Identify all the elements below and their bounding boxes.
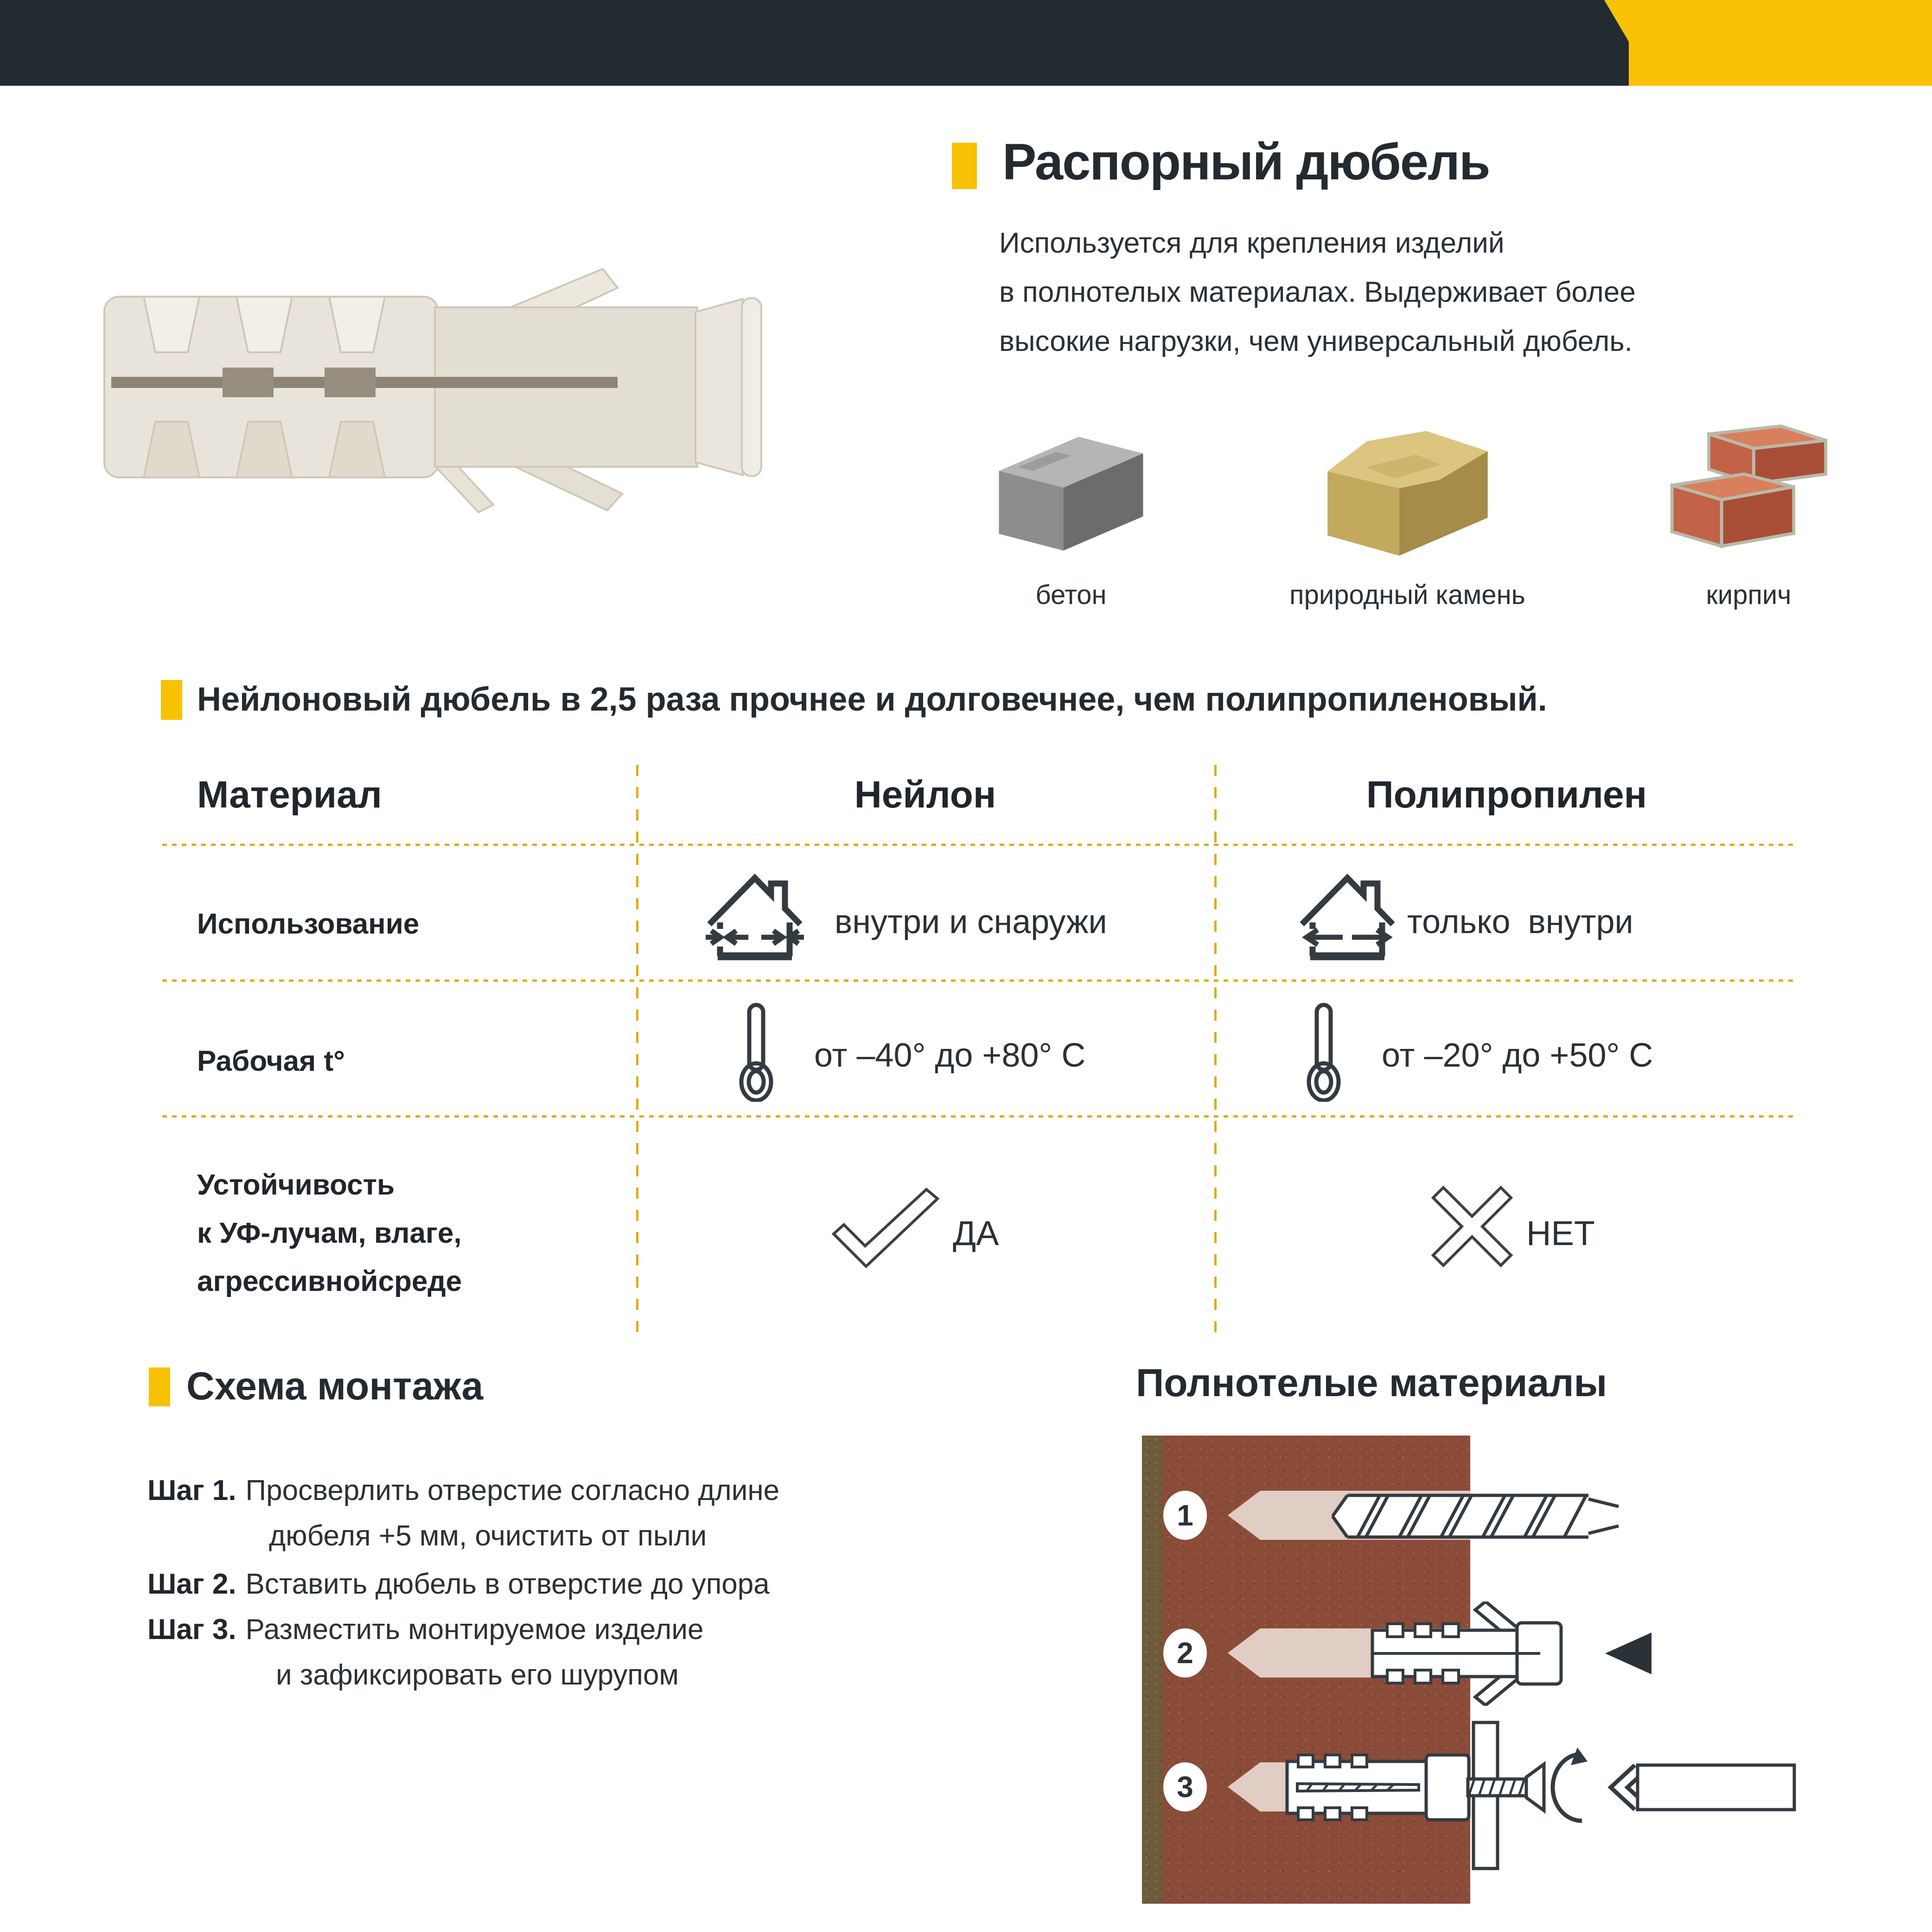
step-3-label: Шаг 3. [147, 1614, 236, 1646]
dowel-insert-icon [1369, 1602, 1580, 1706]
dowel-product-image [83, 253, 807, 521]
material-label: бетон [1035, 580, 1107, 610]
montage-heading: Схема монтажа [186, 1364, 484, 1408]
marker-number: 3 [1177, 1770, 1193, 1804]
step-1-label: Шаг 1. [147, 1474, 236, 1506]
table-divider-horizontal [162, 1115, 1797, 1118]
usage-nylon-value: внутри и снаружи [835, 903, 1107, 941]
natural-stone-icon [1315, 419, 1500, 566]
material-label: природный камень [1289, 580, 1525, 610]
material-brick [1652, 419, 1845, 610]
step-marker-1 [1163, 1491, 1207, 1540]
screw-fixing-illustration [1284, 1715, 1799, 1875]
yellow-corner-shape [1598, 0, 1932, 86]
brick-icon [1661, 419, 1837, 566]
thermometer-icon [1304, 1002, 1345, 1102]
resistance-label-line: агрессивнойсреде [197, 1265, 462, 1297]
montage-accent-bar [149, 1367, 170, 1406]
step-marker-3 [1163, 1762, 1207, 1811]
solid-materials-heading: Полнотелые материалы [1136, 1361, 1607, 1405]
resistance-label-line: Устойчивость [197, 1169, 395, 1201]
thermometer-icon [736, 1002, 778, 1102]
table-header-nylon: Нейлон [854, 774, 996, 816]
step-1-line-2: дюбеля +5 мм, очистить от пыли [269, 1520, 707, 1552]
drill-bit-icon [1329, 1489, 1621, 1544]
table-header-polypropylene: Полипропилен [1366, 774, 1647, 816]
material-stone [1289, 419, 1525, 610]
insert-direction-arrow [1605, 1633, 1651, 1674]
step-2-text: Вставить дюбель в отверстие до упора [245, 1568, 770, 1600]
house-arrows-in-out-icon [706, 868, 804, 960]
step-2-label: Шаг 2. [147, 1568, 236, 1600]
temperature-nylon-value: от –40° до +80° С [814, 1037, 1086, 1074]
temperature-poly-value: от –20° до +50° С [1382, 1037, 1653, 1074]
description-line: Используется для крепления изделий [999, 227, 1505, 259]
page-title: Распорный дюбель [1002, 133, 1490, 191]
table-divider-vertical [1214, 765, 1217, 1333]
marker-number: 2 [1177, 1636, 1193, 1670]
product-description [999, 219, 1636, 366]
usage-poly-value: только внутри [1407, 903, 1633, 941]
step-3-line-1 [147, 1613, 703, 1646]
concrete-block-icon [988, 422, 1154, 566]
title-accent-bar [952, 143, 977, 189]
material-concrete [976, 422, 1166, 610]
table-divider-vertical [636, 765, 638, 1333]
step-2-line-1 [147, 1568, 770, 1601]
material-label: кирпич [1706, 580, 1792, 610]
table-divider-horizontal [162, 979, 1797, 982]
table-divider-horizontal [162, 844, 1797, 846]
marker-number: 1 [1177, 1499, 1193, 1532]
banner-heading: Нейлоновый дюбель в 2,5 раза прочнее и долговечнее, чем полипропиленовый. [197, 681, 1547, 718]
resistance-label-line: к УФ-лучам, влаге, [197, 1217, 462, 1249]
wall-edge [1142, 1436, 1162, 1904]
house-arrows-in-icon [1298, 868, 1396, 960]
step-3-line-2: и зафиксировать его шурупом [276, 1659, 679, 1691]
step-1-text: Просверлить отверстие согласно длине [245, 1474, 780, 1506]
row-label-temperature: Рабочая t° [197, 1045, 345, 1077]
description-line: в полнотелых материалах. Выдерживает более [999, 276, 1636, 308]
checkmark-icon [830, 1187, 941, 1270]
step-1-line-1 [147, 1474, 779, 1507]
table-header-material: Материал [197, 774, 382, 816]
cross-icon [1430, 1185, 1514, 1268]
row-label-usage: Использование [197, 908, 420, 940]
description-line: высокие нагрузки, чем универсальный дюбель. [999, 325, 1632, 357]
row-label-resistance [197, 1161, 462, 1306]
step-3-text: Разместить монтируемое изделие [245, 1614, 704, 1646]
resistance-nylon-value: ДА [953, 1214, 999, 1252]
step-marker-2 [1163, 1628, 1207, 1678]
resistance-poly-value: НЕТ [1526, 1214, 1595, 1252]
banner-accent-bar [161, 680, 182, 720]
